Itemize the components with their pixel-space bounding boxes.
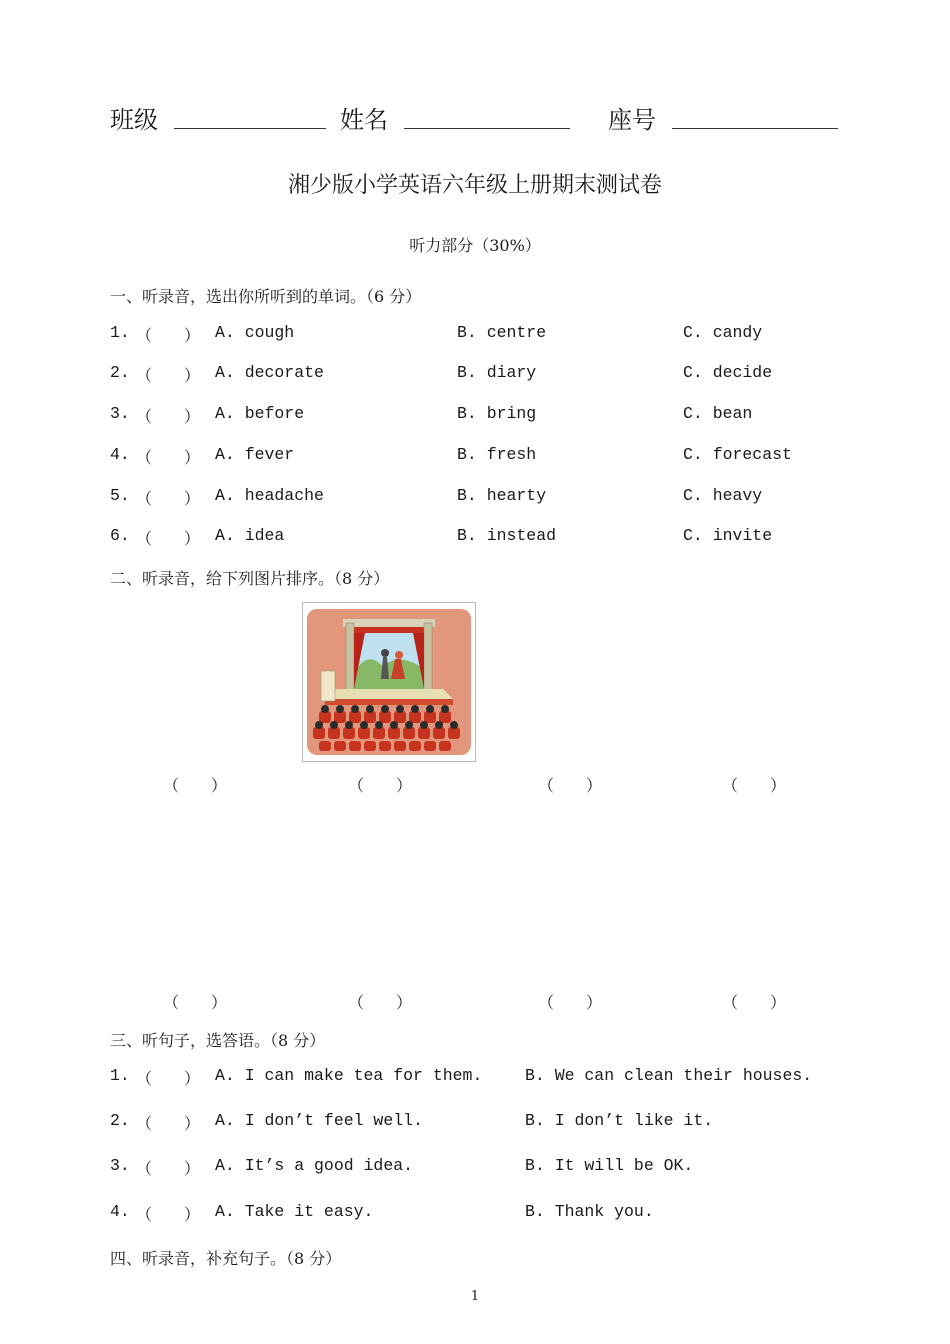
- question-number: 3.: [110, 404, 130, 423]
- option-c: C. candy: [683, 323, 763, 342]
- option-b: B. fresh: [457, 445, 537, 464]
- option-a: A. cough: [215, 323, 295, 342]
- option-b: B. It will be OK.: [525, 1156, 694, 1175]
- picture-order-blank[interactable]: （ ）: [348, 776, 413, 795]
- question-number: 4.: [110, 445, 130, 464]
- picture-order-blank[interactable]: （ ）: [538, 776, 603, 795]
- section3-heading: 三、听句子，选答语。（8 分）: [110, 1031, 326, 1050]
- listening-subtitle: 听力部分（30%）: [409, 236, 541, 255]
- option-a: A. headache: [215, 486, 324, 505]
- option-a: A. fever: [215, 445, 295, 464]
- option-b: B. hearty: [457, 486, 547, 505]
- option-c: C. bean: [683, 404, 753, 423]
- answer-blank[interactable]: （ ）: [136, 489, 201, 508]
- picture-order-blank[interactable]: （ ）: [348, 993, 413, 1012]
- seat-label: 座号: [608, 106, 656, 134]
- option-b: B. instead: [457, 526, 557, 545]
- picture-order-blank[interactable]: （ ）: [163, 993, 228, 1012]
- option-b: B. We can clean their houses.: [525, 1066, 813, 1085]
- option-a: A. idea: [215, 526, 285, 545]
- question-number: 4.: [110, 1202, 130, 1221]
- option-b: B. bring: [457, 404, 537, 423]
- option-a: A. It’s a good idea.: [215, 1156, 414, 1175]
- question-number: 3.: [110, 1156, 130, 1175]
- question-number: 2.: [110, 1111, 130, 1130]
- answer-blank[interactable]: （ ）: [136, 407, 201, 426]
- section1-heading: 一、听录音，选出你所听到的单词。（6 分）: [110, 287, 422, 306]
- section2-heading: 二、听录音，给下列图片排序。（8 分）: [110, 569, 390, 588]
- theater-stage-picture: [302, 602, 476, 762]
- option-c: C. invite: [683, 526, 773, 545]
- answer-blank[interactable]: （ ）: [136, 1069, 201, 1088]
- answer-blank[interactable]: （ ）: [136, 1159, 201, 1178]
- question-number: 1.: [110, 1066, 130, 1085]
- option-a: A. Take it easy.: [215, 1202, 374, 1221]
- picture-order-blank[interactable]: （ ）: [722, 776, 787, 795]
- picture-order-blank[interactable]: （ ）: [538, 993, 603, 1012]
- name-label: 姓名: [340, 106, 388, 134]
- option-a: A. I can make tea for them.: [215, 1066, 483, 1085]
- section4-heading: 四、听录音，补充句子。（8 分）: [110, 1249, 342, 1268]
- question-number: 1.: [110, 323, 130, 342]
- seat-field[interactable]: [672, 128, 838, 129]
- option-a: A. I don’t feel well.: [215, 1111, 423, 1130]
- name-field[interactable]: [404, 128, 570, 129]
- option-a: A. decorate: [215, 363, 324, 382]
- class-label: 班级: [110, 106, 158, 134]
- option-b: B. centre: [457, 323, 547, 342]
- option-a: A. before: [215, 404, 305, 423]
- option-b: B. diary: [457, 363, 537, 382]
- option-c: C. decide: [683, 363, 773, 382]
- option-c: C. forecast: [683, 445, 792, 464]
- question-number: 5.: [110, 486, 130, 505]
- question-number: 2.: [110, 363, 130, 382]
- option-b: B. I don’t like it.: [525, 1111, 714, 1130]
- picture-order-blank[interactable]: （ ）: [722, 993, 787, 1012]
- answer-blank[interactable]: （ ）: [136, 1205, 201, 1224]
- answer-blank[interactable]: （ ）: [136, 529, 201, 548]
- page-title: 湘少版小学英语六年级上册期末测试卷: [287, 173, 662, 198]
- answer-blank[interactable]: （ ）: [136, 326, 201, 345]
- answer-blank[interactable]: （ ）: [136, 366, 201, 385]
- option-b: B. Thank you.: [525, 1202, 654, 1221]
- answer-blank[interactable]: （ ）: [136, 1114, 201, 1133]
- class-field[interactable]: [174, 128, 326, 129]
- question-number: 6.: [110, 526, 130, 545]
- answer-blank[interactable]: （ ）: [136, 448, 201, 467]
- picture-order-blank[interactable]: （ ）: [163, 776, 228, 795]
- page-number: 1: [470, 1289, 480, 1304]
- option-c: C. heavy: [683, 486, 763, 505]
